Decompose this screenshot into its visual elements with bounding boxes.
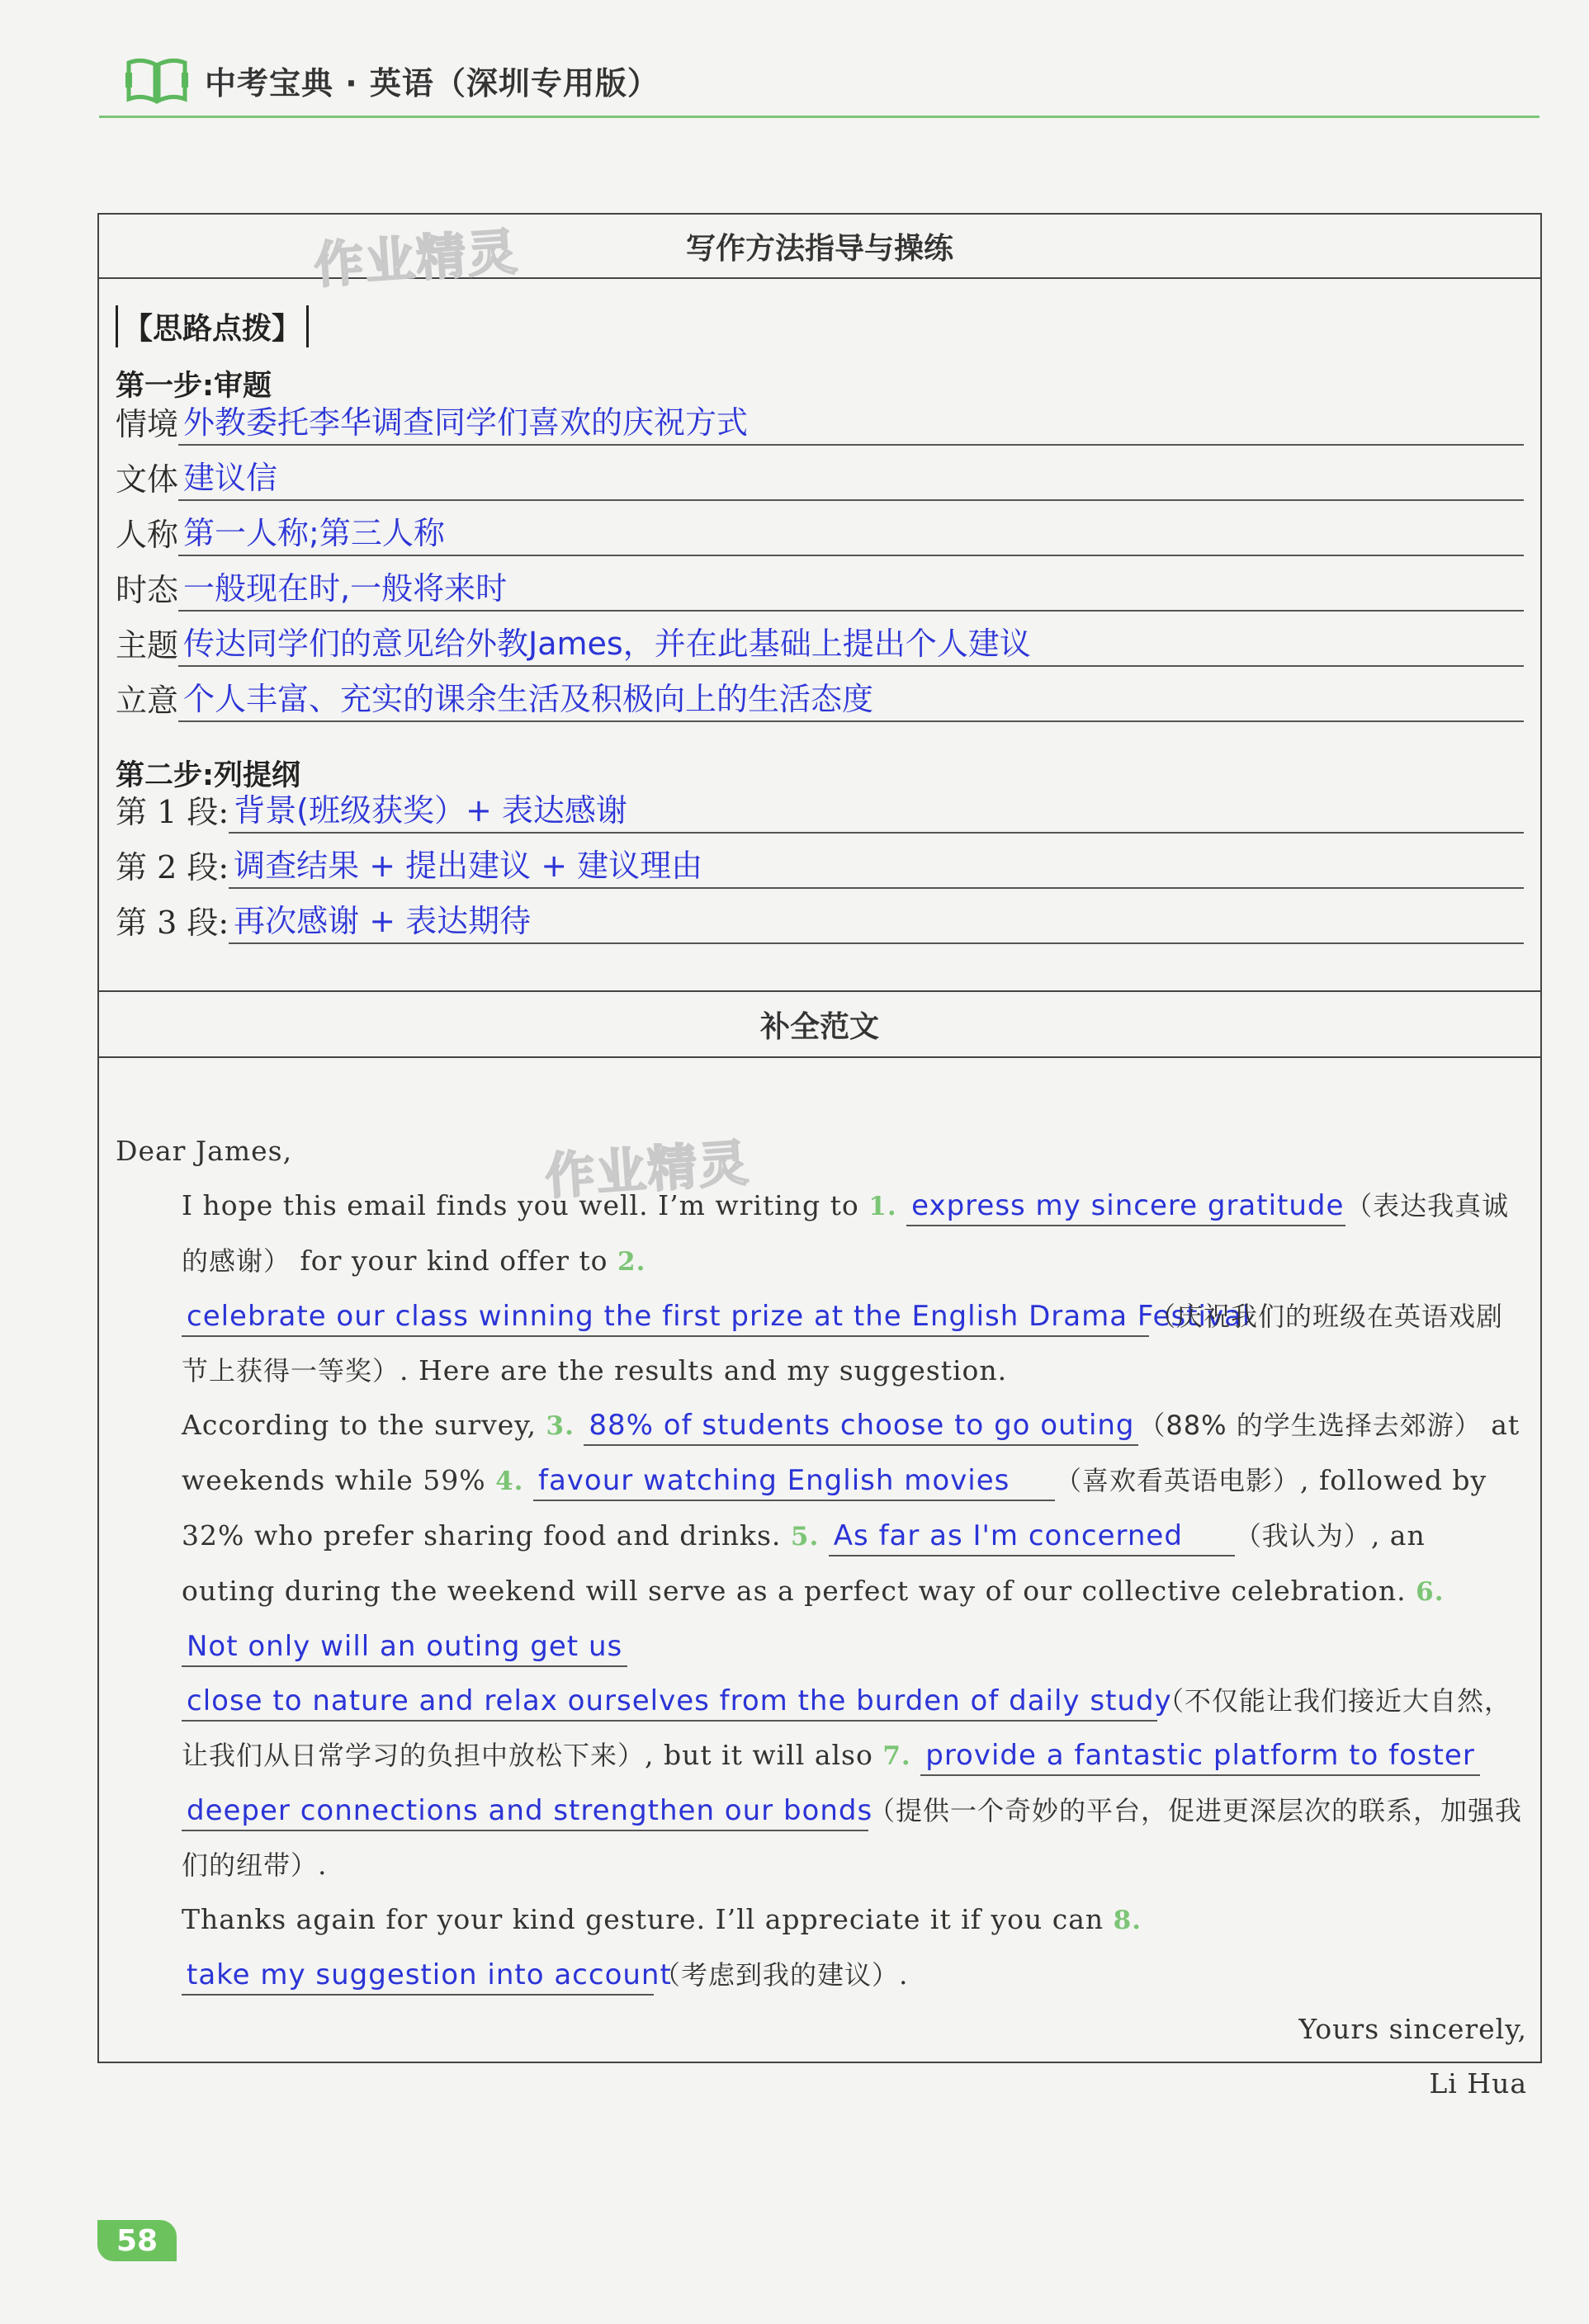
translation: （提供一个奇妙的平台，促进更深层次的联系，加强我们的纽带） xyxy=(182,1795,1523,1881)
tips-tag: 【思路点拨】 xyxy=(116,305,309,347)
answer-blank: close to nature and relax ourselves from the burden of daily study xyxy=(182,1682,1157,1722)
blank-number: 2. xyxy=(617,1247,646,1277)
text: , but it will also xyxy=(645,1739,883,1771)
row-answer: 再次感谢 + 表达期待 xyxy=(229,900,1524,944)
row-label: 第 3 段: xyxy=(116,905,229,941)
row-answer: 调查结果 + 提出建议 + 建议理由 xyxy=(229,844,1524,889)
answer-blank: express my sincere gratitude xyxy=(906,1187,1345,1226)
blank-number: 4. xyxy=(495,1467,524,1496)
blank-number: 5. xyxy=(790,1522,820,1552)
paragraph-1 xyxy=(116,1179,1527,1398)
analysis-row-theme xyxy=(116,617,1524,667)
outline-row-1 xyxy=(116,784,1524,834)
page-number: 58 xyxy=(97,2220,177,2261)
answer-blank: take my suggestion into account xyxy=(182,1956,654,1996)
paragraph-3 xyxy=(116,1892,1527,2002)
text: . Here are the results and my suggestion. xyxy=(400,1354,1008,1386)
greeting: Dear James, xyxy=(116,1135,293,1167)
text: for your kind offer to xyxy=(291,1245,618,1277)
row-label: 情境 xyxy=(116,406,179,442)
row-answer: 外教委托李华调查同学们喜欢的庆祝方式 xyxy=(178,401,1524,446)
text: , an outing during the weekend will serve as a perfect way of our collective celebration. xyxy=(182,1519,1426,1607)
translation: （我认为） xyxy=(1234,1520,1371,1552)
text: . xyxy=(899,1958,909,1991)
text: at weekends while 59% xyxy=(182,1409,1520,1496)
row-answer: 第一人称;第三人称 xyxy=(178,512,1524,556)
row-label: 时态 xyxy=(116,572,179,608)
watermark: 作业精灵 xyxy=(312,223,521,295)
section-title-model-essay: 补全范文 xyxy=(99,990,1540,1058)
row-label: 文体 xyxy=(116,461,179,498)
section-title-writing-guide: 写作方法指导与操练 xyxy=(99,215,1540,279)
blank-number: 6. xyxy=(1416,1577,1445,1607)
blank-number: 3. xyxy=(546,1411,575,1441)
translation: （喜欢看英语电影） xyxy=(1054,1465,1300,1496)
translation: （表达我真诚的感谢） xyxy=(182,1190,1510,1277)
answer-blank: provide a fantastic platform to foster xyxy=(920,1736,1480,1776)
header-divider xyxy=(99,116,1539,118)
open-book-icon xyxy=(124,54,190,106)
row-label: 第 1 段: xyxy=(116,794,229,830)
text: According to the survey, xyxy=(182,1409,546,1441)
answer-blank: As far as I'm concerned xyxy=(829,1517,1235,1556)
row-answer: 建议信 xyxy=(178,456,1524,501)
text: , followed by 32% who prefer sharing food and drinks. xyxy=(182,1464,1487,1552)
text: Thanks again for your kind gesture. I’ll appreciate it if you can xyxy=(182,1903,1114,1935)
translation: （不仅能让我们接近大自然，让我们从日常学习的负担中放松下来） xyxy=(182,1685,1512,1771)
book-title: 中考宝典 · 英语（深圳专用版） xyxy=(205,64,660,102)
row-label: 人称 xyxy=(116,517,179,553)
watermark: 作业精灵 xyxy=(543,1134,752,1207)
row-answer: 个人丰富、充实的课余生活及积极向上的生活态度 xyxy=(178,678,1524,722)
analysis-row-genre xyxy=(116,451,1524,501)
translation: （考虑到我的建议） xyxy=(654,1959,900,1991)
row-answer: 传达同学们的意见给外教James，并在此基础上提出个人建议 xyxy=(178,622,1524,667)
analysis-row-tense xyxy=(116,562,1524,612)
row-label: 立意 xyxy=(116,683,179,719)
translation: （庆祝我们的班级在英语戏剧节上获得一等奖） xyxy=(182,1301,1504,1386)
step-one-heading: 第一步:审题 xyxy=(116,370,272,403)
signature: Li Hua xyxy=(1429,2067,1527,2100)
analysis-row-person xyxy=(116,507,1524,556)
blank-number: 7. xyxy=(882,1741,911,1771)
answer-blank: celebrate our class winning the first prize at the English Drama Festival xyxy=(182,1297,1149,1337)
blank-number: 1. xyxy=(868,1192,897,1221)
row-label: 第 2 段: xyxy=(116,849,229,886)
answer-blank: deeper connections and strengthen our bonds xyxy=(182,1792,868,1831)
row-label: 主题 xyxy=(116,627,179,664)
answer-blank: Not only will an outing get us xyxy=(182,1627,627,1667)
text: . xyxy=(318,1849,328,1881)
answer-blank: favour watching English movies xyxy=(533,1462,1055,1501)
row-answer: 一般现在时,一般将来时 xyxy=(178,567,1524,612)
answer-blank: 88% of students choose to go outing xyxy=(584,1406,1138,1446)
outline-row-3 xyxy=(116,895,1524,944)
model-letter xyxy=(116,1124,1527,2111)
closing: Yours sincerely, xyxy=(1298,2013,1527,2045)
analysis-row-intent xyxy=(116,673,1524,722)
paragraph-2 xyxy=(116,1398,1527,1892)
row-answer: 背景(班级获奖）+ 表达感谢 xyxy=(229,789,1524,834)
blank-number: 8. xyxy=(1113,1906,1142,1935)
analysis-row-situation xyxy=(116,396,1524,446)
page-header xyxy=(124,51,660,109)
outline-row-2 xyxy=(116,839,1524,889)
content-frame xyxy=(97,213,1542,2100)
step-two-heading: 第二步:列提纲 xyxy=(116,759,300,792)
text: I hope this email finds you well. I’m writing to xyxy=(182,1189,869,1221)
translation: （88% 的学生选择去郊游） xyxy=(1138,1410,1482,1441)
